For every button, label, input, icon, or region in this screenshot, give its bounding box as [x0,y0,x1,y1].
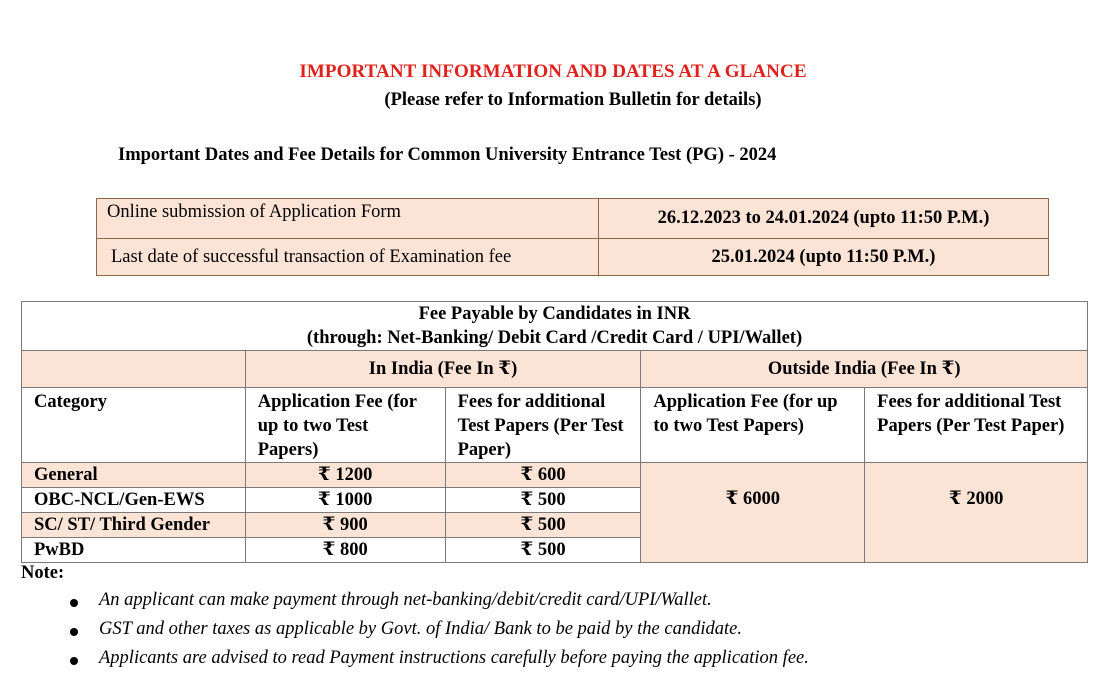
add-fee-cell: ₹ 500 [445,488,641,513]
category-cell: OBC-NCL/Gen-EWS [22,488,246,513]
add-fee-cell: ₹ 500 [445,538,641,563]
fee-caption-line1: Fee Payable by Candidates in INR [418,304,691,324]
app-fee-cell: ₹ 900 [245,513,445,538]
category-cell: PwBD [22,538,246,563]
app-fee-cell: ₹ 1000 [245,488,445,513]
note-text: GST and other taxes as applicable by Govt. of India/ Bank to be paid by the candidate. [99,619,742,639]
page-subtitle: (Please refer to Information Bulletin for details) [384,90,762,110]
table-row [97,239,1049,276]
important-dates-table [96,198,1049,276]
app-fee-cell: ₹ 1200 [245,463,445,488]
table-row [97,199,1049,239]
col-header-out-add-fee: Fees for additional Test Papers (Per Test Paper) [865,388,1088,463]
outside-app-fee-cell: ₹ 6000 [641,463,865,563]
table-row [22,302,1088,351]
india-header: In India (Fee In ₹) [245,351,641,388]
date-value: 25.01.2024 (upto 11:50 P.M.) [599,239,1049,276]
note-text: An applicant can make payment through net-banking/debit/credit card/UPI/Wallet. [99,590,712,610]
date-value: 26.12.2023 to 24.01.2024 (upto 11:50 P.M.) [599,199,1049,239]
list-item [70,648,809,677]
empty-cell [22,351,246,388]
table-row [22,388,1088,463]
fee-caption [22,302,1088,351]
fee-table [21,301,1088,563]
col-header-app-fee: Application Fee (for up to two Test Papers) [245,388,445,463]
col-header-out-app-fee: Application Fee (for up to two Test Papers) [641,388,865,463]
app-fee-cell: ₹ 800 [245,538,445,563]
category-cell: SC/ ST/ Third Gender [22,513,246,538]
page-title: IMPORTANT INFORMATION AND DATES AT A GLANCE [299,61,807,82]
section-title: Important Dates and Fee Details for Common University Entrance Test (PG) - 2024 [118,145,777,165]
note-text: Applicants are advised to read Payment instructions carefully before paying the application fee. [99,648,809,668]
col-header-add-fee: Fees for additional Test Papers (Per Test Paper) [445,388,641,463]
date-label: Last date of successful transaction of Examination fee [97,239,599,276]
list-item [70,619,809,648]
table-row [22,351,1088,388]
bullet-icon [70,657,78,665]
col-header-category: Category [22,388,246,463]
add-fee-cell: ₹ 600 [445,463,641,488]
table-row [22,463,1088,488]
bullet-icon [70,628,78,636]
date-label: Online submission of Application Form [97,199,599,239]
outside-add-fee-cell: ₹ 2000 [865,463,1088,563]
outside-header: Outside India (Fee In ₹) [641,351,1088,388]
fee-caption-line2: (through: Net-Banking/ Debit Card /Credit Card / UPI/Wallet) [306,328,803,348]
list-item [70,590,809,619]
bullet-icon [70,599,78,607]
note-label: Note: [21,563,65,583]
note-list [70,590,809,677]
category-cell: General [22,463,246,488]
add-fee-cell: ₹ 500 [445,513,641,538]
